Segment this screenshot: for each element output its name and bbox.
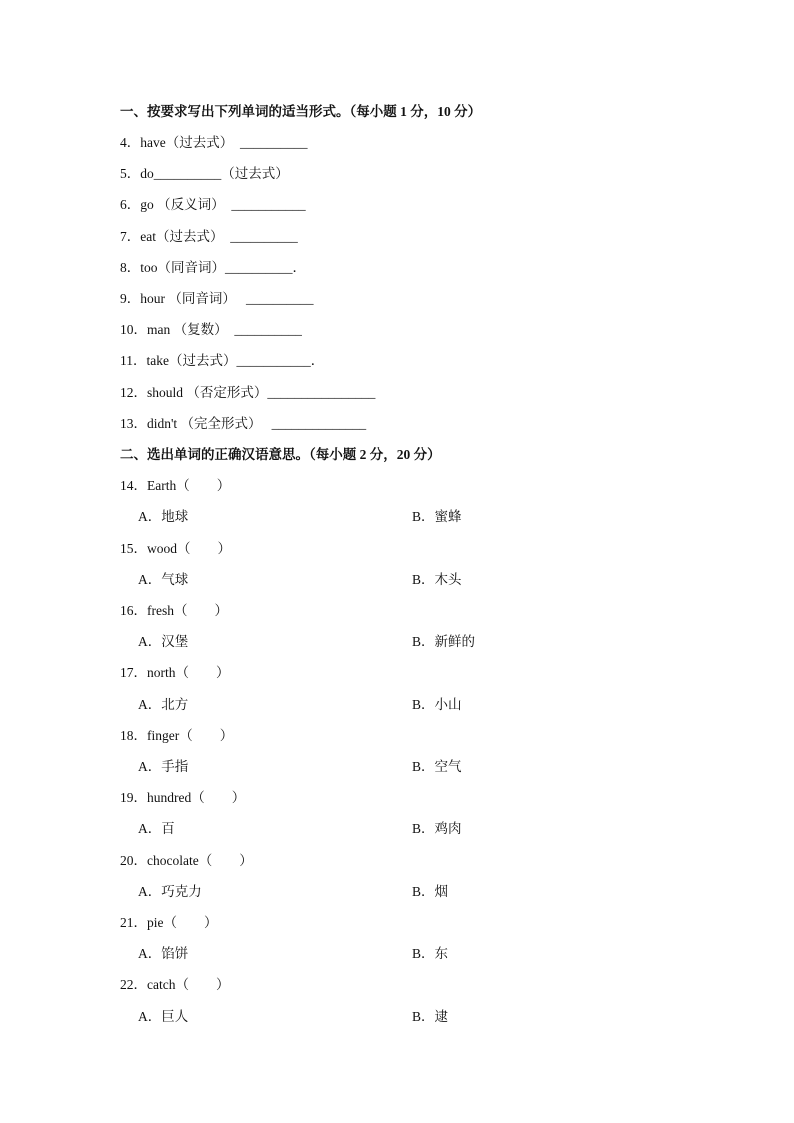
question-17-option-a: A．北方 [138, 697, 189, 712]
question-14: 14．Earth（ ） [120, 478, 231, 493]
question-22-option-b: B．逮 [412, 1009, 449, 1024]
section2-heading: 二、选出单词的正确汉语意思。（每小题 2 分，20 分） [120, 447, 441, 462]
section1-heading: 一、按要求写出下列单词的适当形式。（每小题 1 分，10 分） [120, 104, 482, 119]
question-15-option-a: A．气球 [138, 572, 189, 587]
question-20: 20．chocolate（ ） [120, 853, 253, 868]
question-18-option-a: A．手指 [138, 759, 189, 774]
question-14-option-b: B．蜜蜂 [412, 509, 462, 524]
question-16-option-a: A．汉堡 [138, 634, 189, 649]
question-20-option-b: B．烟 [412, 884, 449, 899]
question-16: 16．fresh（ ） [120, 603, 228, 618]
question-5: 5．do__________（过去式） [120, 166, 289, 181]
question-4: 4．have（过去式） __________ [120, 135, 308, 150]
question-22-option-a: A．巨人 [138, 1009, 189, 1024]
question-21: 21．pie（ ） [120, 915, 218, 930]
question-21-option-b: B．东 [412, 946, 449, 961]
question-21-option-a: A．馅饼 [138, 946, 189, 961]
question-11: 11．take（过去式）___________． [120, 353, 325, 368]
question-17-option-b: B．小山 [412, 697, 462, 712]
question-16-option-b: B．新鲜的 [412, 634, 476, 649]
question-6: 6．go （反义词） ___________ [120, 197, 306, 212]
question-17: 17．north（ ） [120, 665, 230, 680]
question-13: 13．didn't （完全形式） ______________ [120, 416, 367, 431]
question-8: 8．too（同音词）__________． [120, 260, 307, 275]
question-7: 7．eat（过去式） __________ [120, 229, 298, 244]
question-19: 19．hundred（ ） [120, 790, 246, 805]
question-22: 22．catch（ ） [120, 977, 230, 992]
question-19-option-b: B．鸡肉 [412, 821, 462, 836]
question-14-option-a: A．地球 [138, 509, 189, 524]
question-15: 15．wood（ ） [120, 541, 231, 556]
question-12: 12．should （否定形式）________________ [120, 385, 376, 400]
question-9: 9．hour （同音词） __________ [120, 291, 314, 306]
question-20-option-a: A．巧克力 [138, 884, 202, 899]
question-18-option-b: B．空气 [412, 759, 462, 774]
question-19-option-a: A．百 [138, 821, 175, 836]
question-15-option-b: B．木头 [412, 572, 462, 587]
question-18: 18．finger（ ） [120, 728, 234, 743]
question-10: 10．man （复数） __________ [120, 322, 302, 337]
